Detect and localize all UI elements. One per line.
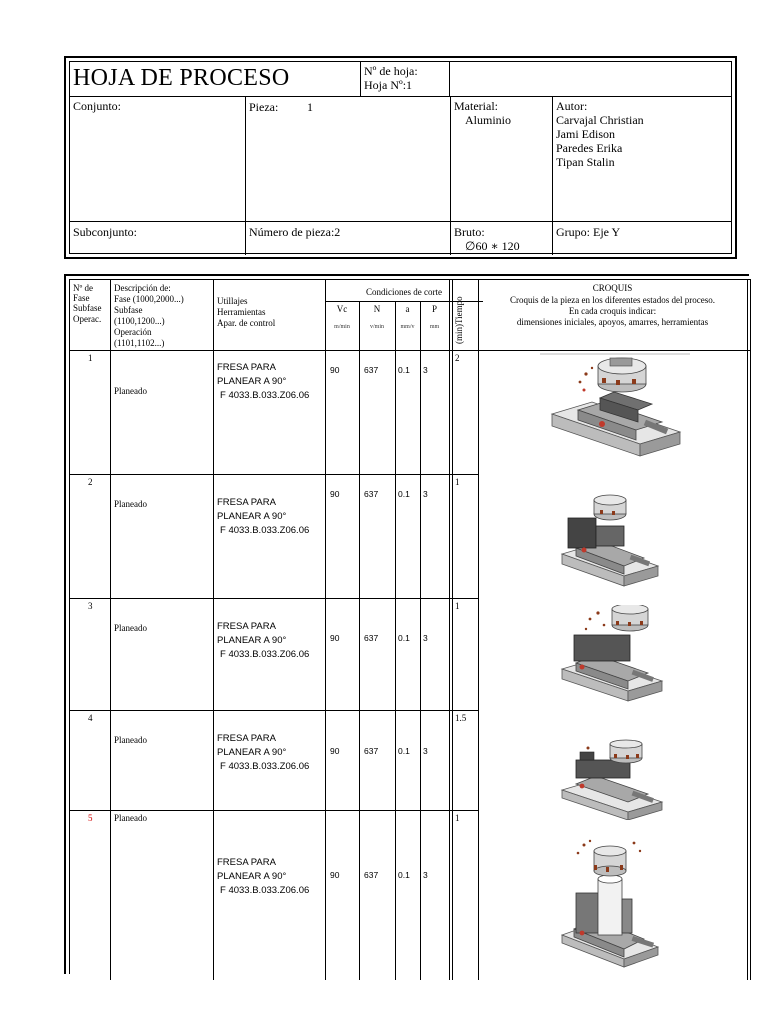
pieza-label: Pieza: bbox=[249, 100, 279, 114]
th-croquis-line-3: dimensiones iniciales, apoyos, amarres, herramientas bbox=[516, 317, 709, 327]
th-desc-1: Descripción de: bbox=[114, 283, 171, 293]
pieza-value: 1 bbox=[307, 100, 313, 114]
numero-pieza: Número de pieza:2 bbox=[249, 225, 341, 239]
row-4-a: 0.1 bbox=[398, 746, 410, 756]
row-4-p: 3 bbox=[423, 746, 428, 756]
col-line-time-b bbox=[452, 280, 453, 980]
row-1-number: 1 bbox=[88, 353, 93, 363]
th-util-2: Herramientas bbox=[217, 307, 266, 317]
row-3-number: 3 bbox=[88, 601, 93, 611]
col-line-desc bbox=[110, 280, 111, 980]
row-1-tool-2: PLANEAR A 90° bbox=[217, 376, 287, 387]
th-tiempo: (min)Tiempo bbox=[454, 296, 464, 344]
col-line-p bbox=[420, 301, 421, 980]
th-desc-6: (1101,1102...) bbox=[114, 338, 165, 348]
row-2-desc: Planeado bbox=[114, 499, 147, 509]
autor-4: Tipan Stalin bbox=[556, 155, 615, 169]
bruto-value: ∅60 ∗ 120 bbox=[465, 239, 520, 253]
row-2-vc: 90 bbox=[330, 489, 340, 499]
row-2-time: 1 bbox=[455, 477, 460, 487]
row-3-n: 637 bbox=[364, 633, 379, 643]
unit-a: mm/v bbox=[400, 324, 415, 330]
row-5-vc: 90 bbox=[330, 870, 340, 880]
th-croquis-line-1: Croquis de la pieza en los diferentes estados del proceso. bbox=[510, 295, 715, 305]
row-3-tool-1: FRESA PARA bbox=[217, 621, 276, 632]
row-5-tool-3: F 4033.B.033.Z06.06 bbox=[220, 885, 310, 896]
row-1-n: 637 bbox=[364, 365, 379, 375]
unit-n: v/min bbox=[369, 324, 384, 330]
hoja-value: Hoja Nº:1 bbox=[364, 78, 413, 92]
row-1-desc: Planeado bbox=[114, 386, 147, 396]
autor-2: Jami Edison bbox=[556, 127, 615, 141]
sketch-4-milling-vise bbox=[554, 738, 679, 820]
row-2-tool-3: F 4033.B.033.Z06.06 bbox=[220, 525, 310, 536]
row-3-a: 0.1 bbox=[398, 633, 410, 643]
th-vc: Vc bbox=[336, 304, 348, 314]
row-4-number: 4 bbox=[88, 713, 93, 723]
th-desc-4: (1100,1200...) bbox=[114, 316, 165, 326]
row-2-p: 3 bbox=[423, 489, 428, 499]
row-5-p: 3 bbox=[423, 870, 428, 880]
grupo-label: Grupo: Eje Y bbox=[556, 225, 621, 239]
autor-3: Paredes Erika bbox=[556, 141, 623, 155]
row-5-a: 0.1 bbox=[398, 870, 410, 880]
row-3-p: 3 bbox=[423, 633, 428, 643]
th-desc-2: Fase (1000,2000...) bbox=[114, 294, 184, 304]
th-util-1: Utillajes bbox=[217, 296, 248, 306]
hoja-label: Nº de hoja: bbox=[364, 64, 418, 78]
row-rule-3 bbox=[70, 710, 478, 711]
header-divider-b bbox=[449, 62, 450, 96]
sketch-5-milling-vise bbox=[554, 835, 679, 970]
row-5-desc: Planeado bbox=[114, 813, 147, 823]
th-fase-4: Operac. bbox=[73, 314, 102, 324]
row-4-tool-3: F 4033.B.033.Z06.06 bbox=[220, 761, 310, 772]
th-n: N bbox=[373, 304, 381, 314]
row-3-tool-3: F 4033.B.033.Z06.06 bbox=[220, 649, 310, 660]
row-4-desc: Planeado bbox=[114, 735, 147, 745]
header-rule-2 bbox=[70, 221, 731, 222]
row-rule-4 bbox=[70, 810, 478, 811]
row-1-vc: 90 bbox=[330, 365, 340, 375]
col-line-util bbox=[213, 280, 214, 980]
bruto-label: Bruto: bbox=[454, 225, 485, 239]
th-fase-3: Subfase bbox=[73, 303, 102, 313]
row-5-n: 637 bbox=[364, 870, 379, 880]
th-a: a bbox=[405, 304, 410, 314]
row-2-tool-2: PLANEAR A 90° bbox=[217, 511, 287, 522]
conjunto-label: Conjunto: bbox=[73, 99, 122, 113]
row-4-n: 637 bbox=[364, 746, 379, 756]
material-value: Aluminio bbox=[465, 113, 512, 127]
autor-1: Carvajal Christian bbox=[556, 113, 644, 127]
row-4-vc: 90 bbox=[330, 746, 340, 756]
col-line-right-a bbox=[747, 280, 748, 980]
col-line-right-b bbox=[750, 280, 751, 980]
row-1-p: 3 bbox=[423, 365, 428, 375]
row-1-time: 2 bbox=[455, 353, 460, 363]
row-3-tool-2: PLANEAR A 90° bbox=[217, 635, 287, 646]
row-5-tool-1: FRESA PARA bbox=[217, 857, 276, 868]
page-title: HOJA DE PROCESO bbox=[73, 65, 290, 91]
row-5-number: 5 bbox=[88, 813, 93, 823]
row-2-n: 637 bbox=[364, 489, 379, 499]
th-croquis: CROQUIS bbox=[592, 283, 633, 293]
header-inner-frame bbox=[69, 61, 732, 254]
sketch-3-milling-vise bbox=[554, 605, 679, 705]
row-5-tool-2: PLANEAR A 90° bbox=[217, 871, 287, 882]
material-label: Material: bbox=[454, 99, 498, 113]
th-desc-3: Subfase bbox=[114, 305, 143, 315]
th-fase-2: Fase bbox=[73, 293, 90, 303]
row-3-vc: 90 bbox=[330, 633, 340, 643]
th-condiciones: Condiciones de corte bbox=[366, 287, 442, 297]
row-2-a: 0.1 bbox=[398, 489, 410, 499]
col-line-n bbox=[359, 301, 360, 980]
row-3-desc: Planeado bbox=[114, 623, 147, 633]
th-croquis-line-2: En cada croquis indicar: bbox=[568, 306, 657, 316]
col-line-vc bbox=[325, 280, 326, 980]
process-table-frame bbox=[69, 279, 751, 974]
sketch-2-milling-vise bbox=[554, 492, 674, 592]
th-p: P bbox=[431, 304, 437, 314]
row-5-time: 1 bbox=[455, 813, 460, 823]
row-3-time: 1 bbox=[455, 601, 460, 611]
row-4-tool-2: PLANEAR A 90° bbox=[217, 747, 287, 758]
th-fase-1: Nº de bbox=[73, 283, 94, 293]
subconjunto-label: Subconjunto: bbox=[73, 225, 138, 239]
row-4-tool-1: FRESA PARA bbox=[217, 733, 276, 744]
th-util-3: Apar. de control bbox=[217, 318, 276, 328]
row-1-tool-1: FRESA PARA bbox=[217, 362, 276, 373]
row-rule-1 bbox=[70, 474, 478, 475]
row-4-time: 1.5 bbox=[455, 713, 467, 723]
unit-p: mm bbox=[429, 324, 440, 330]
header-rule-1 bbox=[70, 96, 731, 97]
unit-vc: m/min bbox=[334, 324, 350, 330]
process-table bbox=[64, 274, 749, 974]
row-2-number: 2 bbox=[88, 477, 93, 487]
row-2-tool-1: FRESA PARA bbox=[217, 497, 276, 508]
row-rule-2 bbox=[70, 598, 478, 599]
col-line-croquis bbox=[478, 280, 479, 980]
sketch-1-milling-vise bbox=[540, 352, 690, 467]
th-desc-5: Operación bbox=[114, 327, 152, 337]
autor-label: Autor: bbox=[556, 99, 588, 113]
row-1-a: 0.1 bbox=[398, 365, 410, 375]
col-line-time-a bbox=[449, 280, 450, 980]
col-line-a bbox=[395, 301, 396, 980]
table-header-rule bbox=[70, 350, 750, 351]
row-1-tool-3: F 4033.B.033.Z06.06 bbox=[220, 390, 310, 401]
header-block bbox=[64, 56, 737, 259]
